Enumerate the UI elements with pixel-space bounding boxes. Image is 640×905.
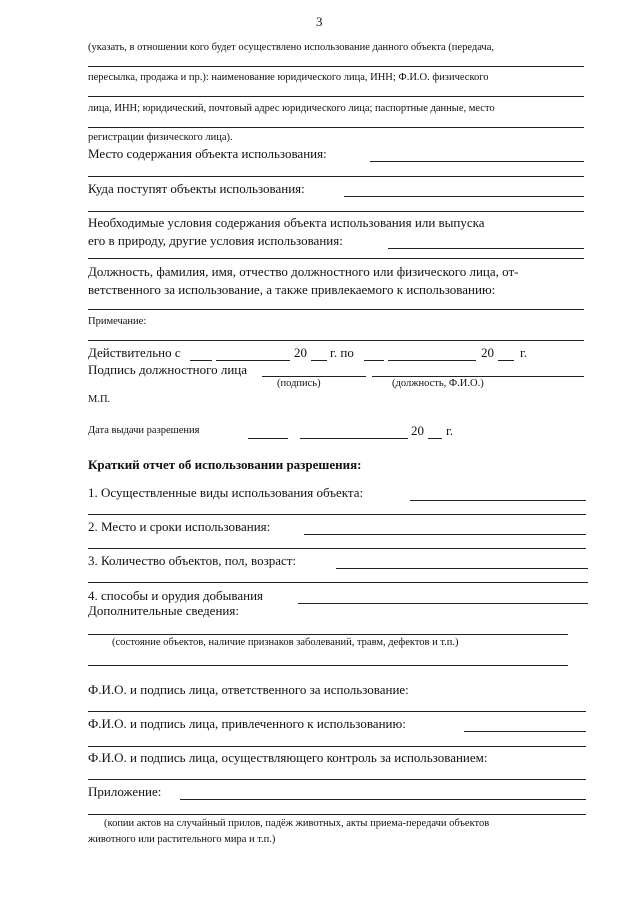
involved-sign-field-2[interactable] [88, 746, 586, 747]
conditions-label-2: его в природу, другие условия использования: [88, 233, 343, 248]
valid-from-month[interactable] [216, 360, 290, 361]
attachment-field[interactable] [180, 799, 586, 800]
valid-to-label: г. по [330, 345, 354, 360]
valid-to-day[interactable] [364, 360, 384, 361]
report-item-1-field-2[interactable] [88, 514, 586, 515]
additional-info-caption: (состояние объектов, наличие признаков заболеваний, травм, дефектов и т.п.) [112, 637, 459, 648]
control-sign-field[interactable] [88, 779, 586, 780]
attachment-label: Приложение: [88, 784, 162, 799]
valid-to-year-suffix: г. [520, 345, 528, 360]
additional-info-field[interactable] [88, 634, 568, 635]
valid-to-month[interactable] [388, 360, 476, 361]
keeping-place-field-2[interactable] [88, 176, 584, 177]
destination-field[interactable] [344, 196, 584, 197]
intro-line-2: пересылка, продажа и пр.): наименование юридического лица, ИНН; Ф.И.О. физического [88, 72, 489, 83]
page-number: 3 [316, 14, 323, 29]
valid-from-label: Действительно с [88, 345, 181, 360]
issue-month-field[interactable] [300, 438, 408, 439]
intro-line-4: регистрации физического лица). [88, 132, 233, 143]
responsible-label-2: ветственного за использование, а также привлекаемого к использованию: [88, 282, 496, 297]
responsible-label-1: Должность, фамилия, имя, отчество должностного или физического лица, от- [88, 264, 519, 279]
additional-info-label: Дополнительные сведения: [88, 603, 239, 618]
report-title: Краткий отчет об использовании разрешения: [88, 457, 362, 472]
report-item-2-field[interactable] [304, 534, 586, 535]
keeping-place-field[interactable] [370, 161, 584, 162]
issue-day-field[interactable] [248, 438, 288, 439]
report-item-4-field[interactable] [298, 603, 588, 604]
report-item-3-field[interactable] [336, 568, 588, 569]
conditions-field[interactable] [388, 248, 584, 249]
report-item-1-field[interactable] [410, 500, 586, 501]
report-item-1-label: 1. Осуществленные виды использования объекта: [88, 485, 364, 500]
conditions-field-2[interactable] [88, 258, 584, 259]
attachment-caption-1: (копии актов на случайный прилов, падёж животных, акты приема-передачи объектов [104, 818, 490, 829]
intro-underline-2[interactable] [88, 96, 584, 97]
signature-label: Подпись должностного лица [88, 362, 248, 377]
issue-year-prefix: 20 [411, 423, 424, 438]
intro-underline-3[interactable] [88, 127, 584, 128]
signature-field[interactable] [262, 376, 366, 377]
destination-field-2[interactable] [88, 211, 584, 212]
issue-year-suffix: г. [446, 423, 454, 438]
conditions-label-1: Необходимые условия содержания объекта использования или выпуска [88, 215, 485, 230]
valid-from-year-prefix: 20 [294, 345, 307, 360]
intro-line-1: (указать, в отношении кого будет осуществлено использование данного объекта (передача, [88, 42, 495, 53]
intro-line-3: лица, ИНН; юридический, почтовый адрес юридического лица; паспортные данные, место [88, 103, 495, 114]
report-item-3-field-2[interactable] [88, 582, 588, 583]
report-item-3-label: 3. Количество объектов, пол, возраст: [88, 553, 297, 568]
valid-from-year[interactable] [311, 360, 327, 361]
responsible-sign-label: Ф.И.О. и подпись лица, ответственного за использование: [88, 682, 409, 697]
valid-from-day[interactable] [190, 360, 212, 361]
destination-label: Куда поступят объекты использования: [88, 181, 305, 196]
valid-to-year[interactable] [498, 360, 514, 361]
control-sign-label: Ф.И.О. и подпись лица, осуществляющего контроль за использованием: [88, 750, 488, 765]
involved-sign-field[interactable] [464, 731, 586, 732]
keeping-place-label: Место содержания объекта использования: [88, 146, 327, 161]
attachment-field-2[interactable] [88, 814, 586, 815]
note-label: Примечание: [88, 316, 147, 327]
involved-sign-label: Ф.И.О. и подпись лица, привлеченного к использованию: [88, 716, 406, 731]
report-item-2-field-2[interactable] [88, 548, 586, 549]
position-caption: (должность, Ф.И.О.) [392, 378, 484, 389]
responsible-field[interactable] [88, 309, 584, 310]
issue-year-field[interactable] [428, 438, 442, 439]
stamp-label: М.П. [88, 394, 111, 405]
note-field[interactable] [88, 340, 584, 341]
report-item-4-label: 4. способы и орудия добывания [88, 588, 264, 603]
position-field[interactable] [372, 376, 584, 377]
signature-caption: (подпись) [277, 378, 321, 389]
report-item-2-label: 2. Место и сроки использования: [88, 519, 271, 534]
valid-to-year-prefix: 20 [481, 345, 494, 360]
additional-info-field-2[interactable] [88, 665, 568, 666]
intro-underline-1[interactable] [88, 66, 584, 67]
attachment-caption-2: животного или растительного мира и т.п.) [88, 834, 276, 845]
responsible-sign-field[interactable] [88, 711, 586, 712]
issue-date-label: Дата выдачи разрешения [88, 425, 200, 436]
